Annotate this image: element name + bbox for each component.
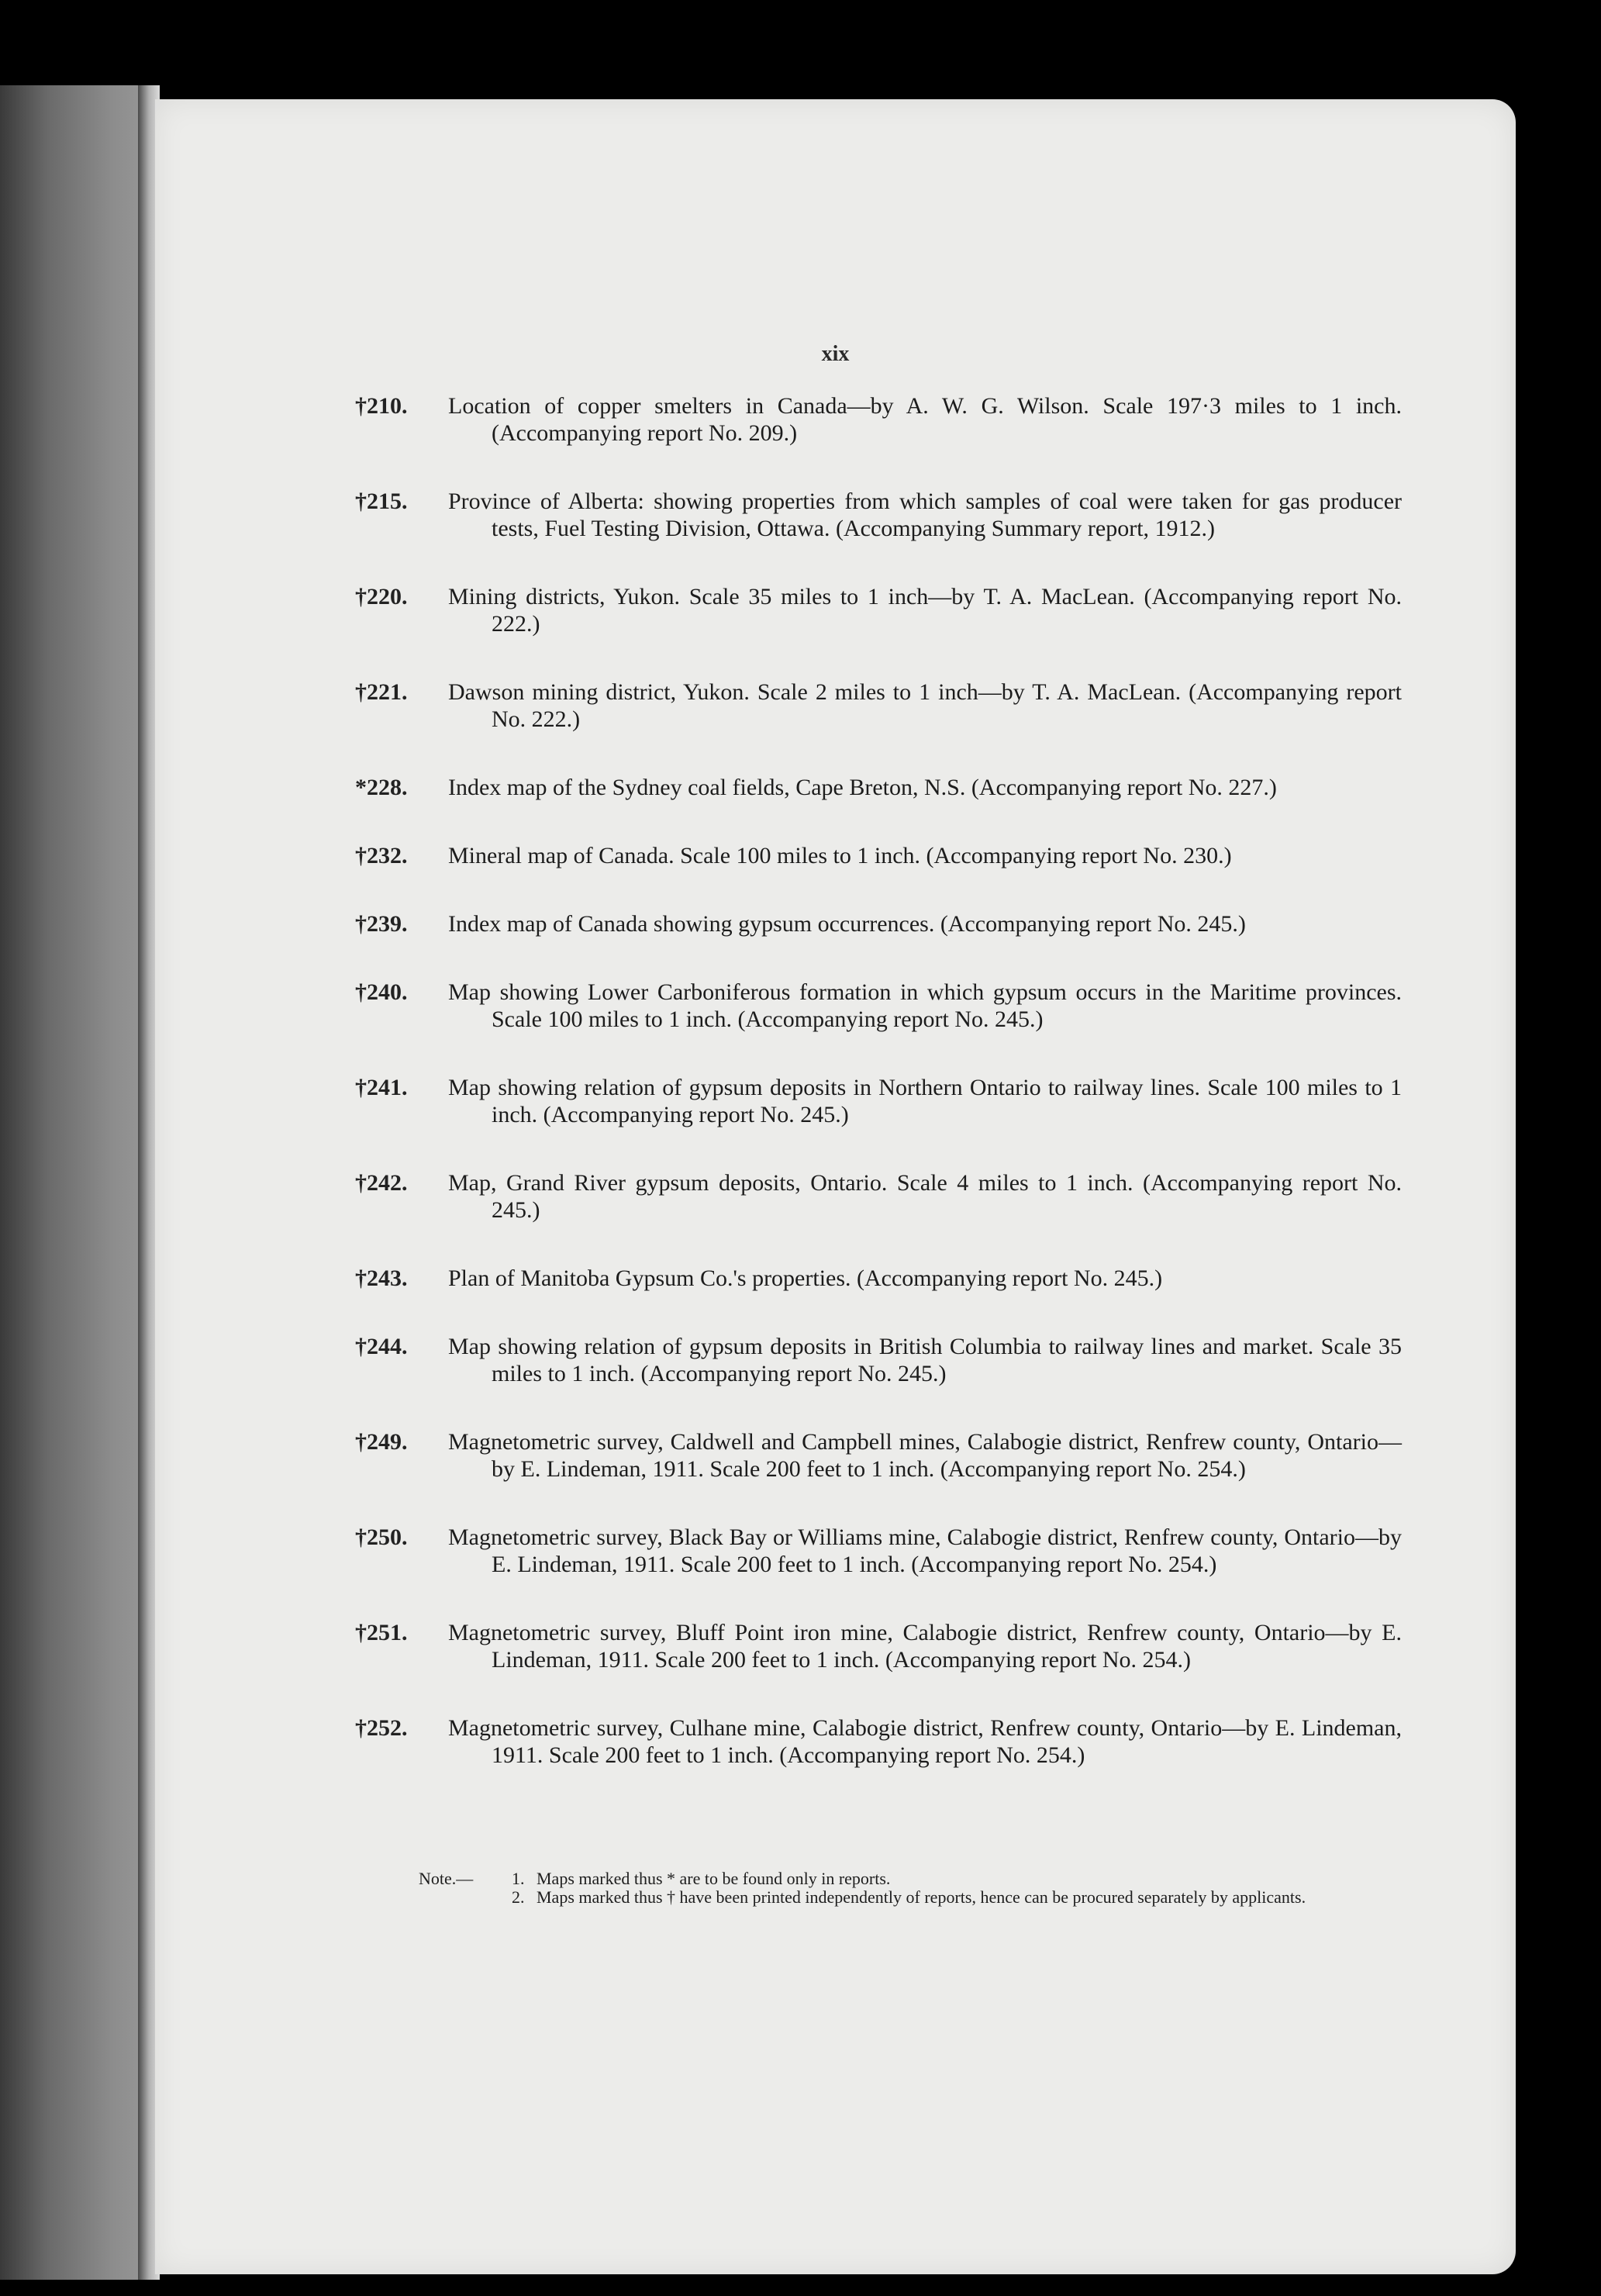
map-number: †232.	[355, 843, 408, 868]
map-number: †220.	[355, 584, 408, 609]
map-description: Location of copper smelters in Canada—by A. W. G. Wilson. Scale 197·3 miles to 1 inch. (Accompanying report No. 209.)	[448, 393, 1402, 446]
note-text: Maps marked thus † have been printed independently of reports, hence can be procured separately by applicants.	[537, 1887, 1306, 1907]
map-description: Index map of the Sydney coal fields, Cape Breton, N.S. (Accompanying report No. 227.)	[448, 775, 1277, 800]
map-description: Dawson mining district, Yukon. Scale 2 miles to 1 inch—by T. A. MacLean. (Accompanying report No. 222.)	[448, 679, 1402, 732]
map-entry	[355, 1265, 1402, 1292]
map-number: *228.	[355, 775, 408, 800]
map-number: †240.	[355, 979, 408, 1005]
map-description: Magnetometric survey, Bluff Point iron mine, Calabogie district, Renfrew county, Ontario—by E. Lindeman, 1911. Scale 200 feet to 1 inch. (Accompanying report No. 254.)	[448, 1620, 1402, 1673]
map-entry	[355, 583, 1402, 637]
map-description: Plan of Manitoba Gypsum Co.'s properties. (Accompanying report No. 245.)	[448, 1265, 1163, 1291]
map-number: †250.	[355, 1524, 408, 1550]
note-label: Note.—	[419, 1869, 474, 1888]
map-description: Map, Grand River gypsum deposits, Ontario. Scale 4 miles to 1 inch. (Accompanying report No. 245.)	[448, 1170, 1402, 1223]
map-entry	[355, 392, 1402, 447]
note-item	[512, 1888, 1411, 1907]
note-number: 2.	[512, 1887, 525, 1907]
map-number: †242.	[355, 1170, 408, 1196]
map-entry	[355, 774, 1402, 801]
map-description: Magnetometric survey, Culhane mine, Calabogie district, Renfrew county, Ontario—by E. Lindeman, 1911. Scale 200 feet to 1 inch. (Accompanying report No. 254.)	[448, 1715, 1402, 1768]
map-description: Map showing relation of gypsum deposits in British Columbia to railway lines and market. Scale 35 miles to 1 inch. (Accompanying report No. 245.)	[448, 1334, 1402, 1386]
map-entry	[355, 488, 1402, 542]
map-number: †252.	[355, 1715, 408, 1741]
map-description: Mining districts, Yukon. Scale 35 miles to 1 inch—by T. A. MacLean. (Accompanying report No. 222.)	[448, 584, 1402, 637]
map-entry	[355, 1169, 1402, 1224]
left-page-edge	[0, 85, 159, 2280]
map-number: †241.	[355, 1075, 408, 1100]
map-entry	[355, 678, 1402, 733]
map-entry	[355, 842, 1402, 869]
document-page	[155, 99, 1516, 2274]
map-number: †243.	[355, 1265, 408, 1291]
footnote	[419, 1870, 1411, 1907]
map-description: Map showing relation of gypsum deposits in Northern Ontario to railway lines. Scale 100 miles to 1 inch. (Accompanying report No. 245.)	[448, 1075, 1402, 1127]
map-description: Magnetometric survey, Black Bay or Williams mine, Calabogie district, Renfrew county, Ontario—by E. Lindeman, 1911. Scale 200 feet to 1 inch. (Accompanying report No. 254.)	[448, 1524, 1402, 1577]
map-entry	[355, 1074, 1402, 1128]
map-number: †251.	[355, 1620, 408, 1645]
note-text: Maps marked thus * are to be found only in reports.	[537, 1869, 891, 1888]
map-entry	[355, 1619, 1402, 1673]
map-number: †239.	[355, 911, 408, 937]
map-description: Map showing Lower Carboniferous formation in which gypsum occurs in the Maritime provinces. Scale 100 miles to 1 inch. (Accompanying report No. 245.)	[448, 979, 1402, 1032]
map-number: †210.	[355, 393, 408, 419]
map-description: Index map of Canada showing gypsum occurrences. (Accompanying report No. 245.)	[448, 911, 1246, 937]
map-description: Magnetometric survey, Caldwell and Campbell mines, Calabogie district, Renfrew county, Ontario—by E. Lindeman, 1911. Scale 200 feet to 1 inch. (Accompanying report No. 254.)	[448, 1429, 1402, 1482]
map-entry	[355, 1333, 1402, 1387]
map-entry	[355, 910, 1402, 937]
map-list	[355, 392, 1402, 1810]
map-number: †221.	[355, 679, 408, 705]
map-entry	[355, 1524, 1402, 1578]
map-entry	[355, 1428, 1402, 1483]
map-description: Province of Alberta: showing properties from which samples of coal were taken for gas producer tests, Fuel Testing Division, Ottawa. (Accompanying Summary report, 1912.)	[448, 489, 1402, 541]
map-description: Mineral map of Canada. Scale 100 miles to 1 inch. (Accompanying report No. 230.)	[448, 843, 1232, 868]
note-item	[512, 1870, 1411, 1888]
note-number: 1.	[512, 1869, 525, 1888]
map-number: †249.	[355, 1429, 408, 1455]
map-entry	[355, 1714, 1402, 1769]
map-number: †215.	[355, 489, 408, 514]
note-list	[512, 1870, 1411, 1907]
page-number: xix	[821, 342, 850, 366]
map-entry	[355, 979, 1402, 1033]
map-number: †244.	[355, 1334, 408, 1359]
